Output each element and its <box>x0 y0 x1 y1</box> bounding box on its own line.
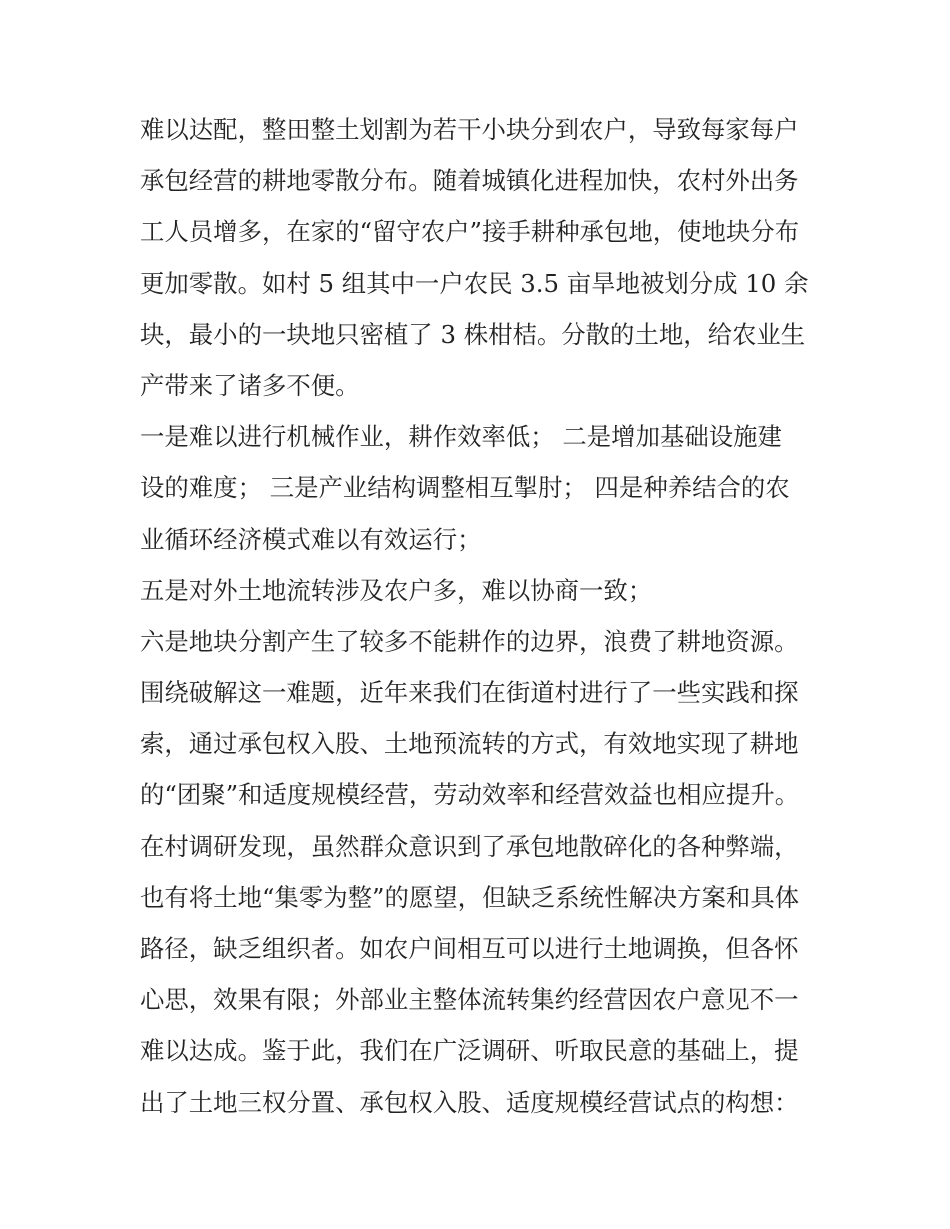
text-line-11: 六是地块分割产生了较多不能耕作的边界，浪费了耕地资源。 <box>140 626 799 656</box>
text-line-10: 五是对外土地流转涉及农户多，难以协商一致； <box>140 575 653 605</box>
text-line-4: 更加零散。如村 5 组其中一户农民 3.5 亩旱地被划分成 10 余 <box>140 268 809 298</box>
body-text <box>140 104 820 1128</box>
text-line-9: 业循环经济模式难以有效运行； <box>140 524 482 554</box>
text-line-16: 也有将土地“集零为整”的愿望，但缺乏系统性解决方案和具体 <box>140 882 800 912</box>
text-line-1: 难以达配，整田整土划割为若干小块分到农户，导致每家每户 <box>140 115 799 144</box>
text-line-6: 产带来了诸多不便。 <box>140 370 360 400</box>
text-line-15: 在村调研发现，虽然群众意识到了承包地散碎化的各种弊端， <box>140 831 799 861</box>
text-line-14: 的“团聚”和适度规模经营，劳动效率和经营效益也相应提升。 <box>140 780 800 810</box>
text-line-20: 出了土地三权分置、承包权入股、适度规模经营试点的构想： <box>140 1087 799 1117</box>
text-line-13: 索，通过承包权入股、土地预流转的方式，有效地实现了耕地 <box>140 729 799 759</box>
text-line-8: 设的难度； 三是产业结构调整相互掣肘； 四是种养结合的农 <box>140 473 790 503</box>
text-line-12: 围绕破解这一难题，近年来我们在街道村进行了一些实践和探 <box>140 678 799 708</box>
text-line-17: 路径，缺乏组织者。如农户间相互可以进行土地调换，但各怀 <box>140 934 799 963</box>
text-line-19: 难以达成。鉴于此，我们在广泛调研、听取民意的基础上，提 <box>140 1036 799 1066</box>
text-line-7: 一是难以进行机械作业，耕作效率低； 二是增加基础设施建 <box>140 422 782 452</box>
text-line-5: 块，最小的一块地只密植了 3 株柑桔。分散的土地，给农业生 <box>140 319 806 349</box>
text-line-2: 承包经营的耕地零散分布。随着城镇化进程加快，农村外出务 <box>140 166 799 196</box>
text-line-3: 工人员增多，在家的“留守农户”接手耕种承包地，使地块分布 <box>140 217 800 247</box>
text-line-18: 心思，效果有限；外部业主整体流转集约经营因农户意见不一 <box>140 985 799 1015</box>
